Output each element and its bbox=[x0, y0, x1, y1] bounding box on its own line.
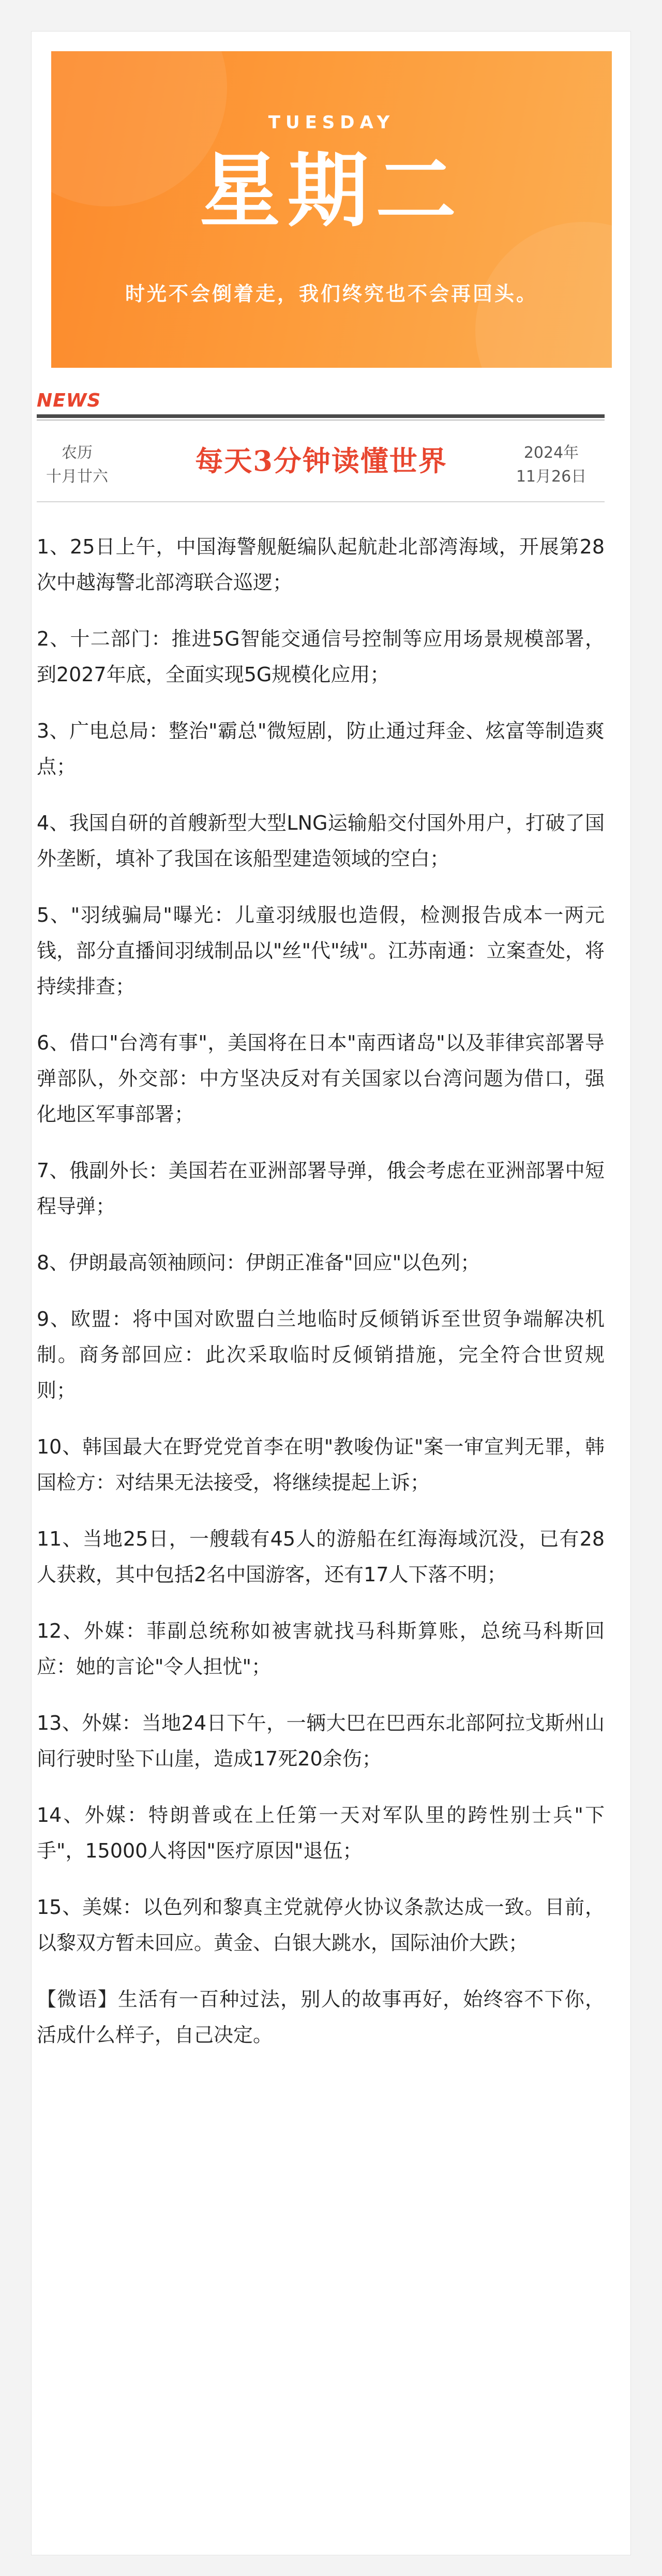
news-item: 4、我国自研的首艘新型大型LNG运输船交付国外用户，打破了国外垄断，填补了我国在该船型建造领域的空白； bbox=[37, 812, 605, 870]
news-item: 7、俄副外长：美国若在亚洲部署导弹，俄会考虑在亚洲部署中短程导弹； bbox=[37, 1159, 605, 1218]
news-item: 10、韩国最大在野党党首李在明"教唆伪证"案一审宣判无罪，韩国检方：对结果无法接受，将继续提起上诉； bbox=[37, 1435, 605, 1494]
solar-date: 11月26日 bbox=[516, 468, 587, 486]
news-item: 8、伊朗最高领袖顾问：伊朗正准备"回应"以色列； bbox=[37, 1251, 480, 1274]
lunar-label: 农历 bbox=[62, 444, 93, 462]
divider bbox=[37, 414, 605, 418]
lunar-date-block bbox=[36, 441, 118, 489]
news-item: 3、广电总局：整治"霸总"微短剧，防止通过拜金、炫富等制造爽点； bbox=[37, 720, 605, 778]
news-item: 6、借口"台湾有事"，美国将在日本"南西诸岛"以及菲律宾部署导弹部队，外交部：中方坚决反对有关国家以台湾问题为借口，强化地区军事部署； bbox=[37, 1031, 605, 1126]
news-item: 5、"羽绒骗局"曝光：儿童羽绒服也造假，检测报告成本一两元钱，部分直播间羽绒制品以"丝"代"绒"。江苏南通：立案查处，将持续排查； bbox=[37, 904, 605, 998]
divider bbox=[37, 501, 605, 502]
news-item: 15、美媒：以色列和黎真主党就停火协议条款达成一致。目前，以黎双方暂未回应。黄金、白银大跳水，国际油价大跌； bbox=[37, 1896, 605, 1954]
header-banner bbox=[51, 51, 612, 368]
news-item: 14、外媒：特朗普或在上任第一天对军队里的跨性别士兵"下手"，15000人将因"医疗原因"退伍； bbox=[37, 1804, 605, 1862]
news-item: 2、十二部门：推进5G智能交通信号控制等应用场景规模部署，到2027年底，全面实现5G规模化应用； bbox=[37, 627, 605, 686]
banner-quote: 时光不会倒着走，我们终究也不会再回头。 bbox=[125, 282, 538, 305]
news-item: 9、欧盟：将中国对欧盟白兰地临时反倾销诉至世贸争端解决机制。商务部回应：此次采取临时反倾销措施，完全符合世贸规则； bbox=[37, 1308, 605, 1402]
news-item: 1、25日上午，中国海警舰艇编队起航赴北部湾海域，开展第28次中越海警北部湾联合巡逻； bbox=[37, 535, 605, 594]
news-tag: NEWS bbox=[37, 390, 101, 411]
headline: 每天3分钟读懂世界 bbox=[195, 444, 447, 477]
solar-year: 2024年 bbox=[523, 444, 579, 462]
news-list bbox=[37, 529, 605, 2053]
news-item: 13、外媒：当地24日下午，一辆大巴在巴西东北部阿拉戈斯州山间行驶时坠下山崖，造成17死20余伤； bbox=[37, 1712, 605, 1770]
lunar-date: 十月廿六 bbox=[46, 468, 108, 486]
weekday-chinese: 星期二 bbox=[200, 143, 463, 238]
closing-quote: 【微语】生活有一百种过法，别人的故事再好，始终容不下你，活成什么样子，自己决定。 bbox=[37, 1988, 605, 2046]
divider bbox=[37, 420, 605, 421]
solar-date-block bbox=[494, 441, 608, 489]
article-card bbox=[31, 31, 631, 2555]
news-item: 11、当地25日，一艘载有45人的游船在红海海域沉没，已有28人获救，其中包括2名中国游客，还有17人下落不明； bbox=[37, 1527, 605, 1586]
news-item: 12、外媒：菲副总统称如被害就找马科斯算账，总统马科斯回应：她的言论"令人担忧"； bbox=[37, 1620, 605, 1678]
weekday-english: TUESDAY bbox=[268, 112, 395, 133]
